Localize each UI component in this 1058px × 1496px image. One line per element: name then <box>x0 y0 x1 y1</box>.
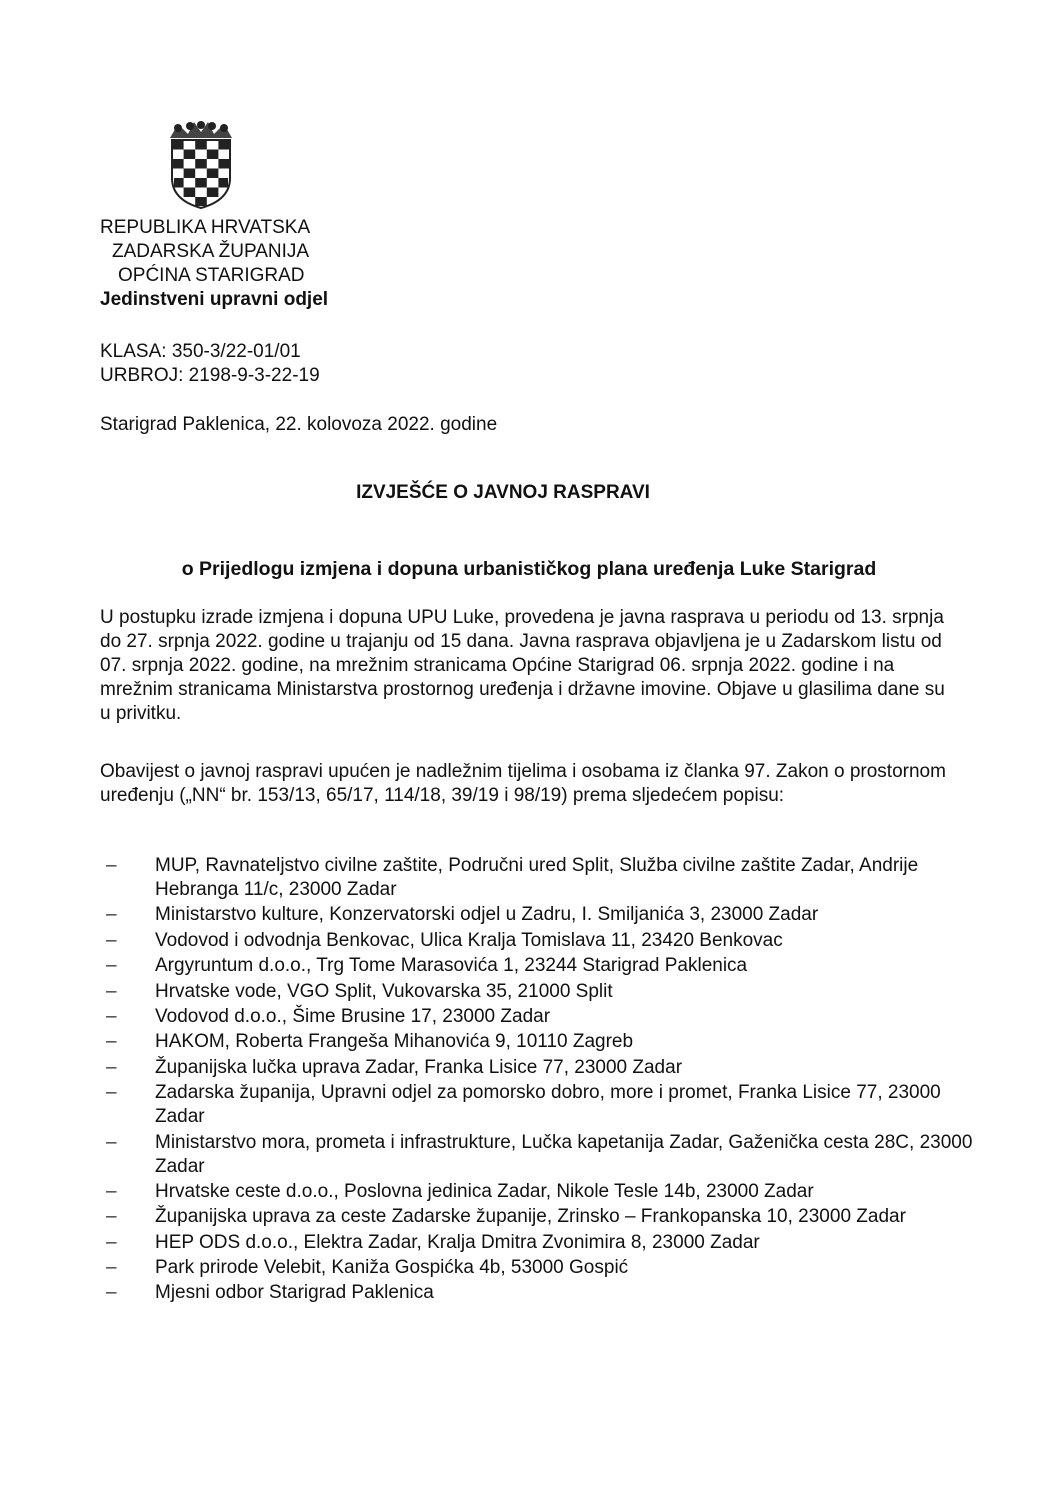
recipient-text: Mjesni odbor Starigrad Paklenica <box>155 1282 434 1304</box>
list-item <box>100 1131 980 1179</box>
list-dash: – <box>106 1031 117 1053</box>
list-item <box>100 1081 980 1129</box>
recipient-text: MUP, Ravnateljstvo civilne zaštite, Područni ured Split, Služba civilne zaštite Zadar, Andrije Hebranga 11/c, 23000 Zadar <box>155 855 919 900</box>
list-dash: – <box>106 1131 117 1153</box>
list-dash: – <box>106 1282 117 1304</box>
reference-block <box>100 340 320 388</box>
paragraph-procedure: U postupku izrade izmjena i dopuna UPU Luke, provedena je javna rasprava u periodu od 13. srpnja do 27. srpnja 2022. godine u trajanju od 15 dana. Javna rasprava objavljena je u Zadarskom listu od 07. srpnja 2022. godine, na mrežnim stranicama Općine Starigrad 06. srpnja 2022. godine i na mrežnim stranicama Ministarstva prostornog uređenja i državne imovine. Objave u glasilima dane su u privitku. <box>100 607 945 724</box>
recipient-text: Zadarska županija, Upravni odjel za pomorsko dobro, more i promet, Franka Lisice 77, 23000 Zadar <box>155 1082 941 1128</box>
list-dash: – <box>106 1231 117 1253</box>
issuer-country: REPUBLIKA HRVATSKA <box>100 217 311 238</box>
list-item <box>100 929 980 953</box>
coat-of-arms-icon <box>166 120 236 210</box>
recipient-text: Hrvatske vode, VGO Split, Vukovarska 35, 21000 Split <box>155 980 613 1002</box>
recipient-text: Županijska lučka uprava Zadar, Franka Lisice 77, 23000 Zadar <box>155 1056 683 1078</box>
list-dash: – <box>106 1056 117 1078</box>
list-dash: – <box>106 929 117 951</box>
list-item <box>100 954 980 978</box>
list-dash: – <box>106 1206 117 1228</box>
paragraph-notification: Obavijest o javnoj raspravi upućen je nadležnim tijelima i osobama iz članka 97. Zakon o prostornom uređenju („NN“ br. 153/13, 65/17, 114/18, 39/19 i 98/19) prema sljedećem popisu: <box>100 761 946 806</box>
list-dash: – <box>106 980 117 1002</box>
list-dash: – <box>106 1180 117 1202</box>
list-dash: – <box>106 1257 117 1279</box>
recipient-text: Vodovod i odvodnja Benkovac, Ulica Kralja Tomislava 11, 23420 Benkovac <box>155 929 783 951</box>
issuer-header <box>100 216 328 312</box>
list-item <box>100 854 980 902</box>
urbroj-number: URBROJ: 2198-9-3-22-19 <box>100 365 320 386</box>
recipient-text: Županijska uprava za ceste Zadarske županije, Zrinsko – Frankopanska 10, 23000 Zadar <box>155 1206 906 1228</box>
recipient-text: Hrvatske ceste d.o.o., Poslovna jedinica Zadar, Nikole Tesle 14b, 23000 Zadar <box>155 1180 814 1202</box>
recipient-list <box>100 854 980 1307</box>
list-item <box>100 1281 980 1305</box>
document-title-wrap <box>0 482 1058 504</box>
place-and-date: Starigrad Paklenica, 22. kolovoza 2022. godine <box>100 414 498 435</box>
list-item <box>100 1005 980 1029</box>
list-dash: – <box>106 904 117 926</box>
recipient-text: Vodovod d.o.o., Šime Brusine 17, 23000 Zadar <box>155 1005 551 1027</box>
list-item <box>100 1256 980 1280</box>
list-dash: – <box>106 855 117 876</box>
recipient-text: HEP ODS d.o.o., Elektra Zadar, Kralja Dmitra Zvonimira 8, 23000 Zadar <box>155 1231 760 1253</box>
list-dash: – <box>106 955 117 977</box>
recipient-text: Ministarstvo kulture, Konzervatorski odjel u Zadru, I. Smiljanića 3, 23000 Zadar <box>155 904 819 926</box>
issuer-county: ZADARSKA ŽUPANIJA <box>112 241 310 262</box>
list-item <box>100 1056 980 1080</box>
list-dash: – <box>106 1005 117 1027</box>
issuer-municipality: OPĆINA STARIGRAD <box>118 265 305 286</box>
recipient-text: HAKOM, Roberta Frangeša Mihanovića 9, 10110 Zagreb <box>155 1031 634 1053</box>
issuer-department: Jedinstveni upravni odjel <box>100 289 329 310</box>
list-item <box>100 980 980 1004</box>
document-title: IZVJEŠĆE O JAVNOJ RASPRAVI <box>356 482 650 503</box>
recipient-text: Park prirode Velebit, Kaniža Gospićka 4b, 53000 Gospić <box>155 1257 629 1279</box>
document-subtitle: o Prijedlogu izmjena i dopuna urbanističkog plana uređenja Luke Starigrad <box>181 558 877 580</box>
klasa-number: KLASA: 350-3/22-01/01 <box>100 341 301 362</box>
list-item <box>100 1030 980 1054</box>
list-item <box>100 1231 980 1255</box>
list-item <box>100 1180 980 1204</box>
list-item <box>100 903 980 927</box>
recipient-text: Argyruntum d.o.o., Trg Tome Marasovića 1, 23244 Starigrad Paklenica <box>155 955 748 977</box>
list-dash: – <box>106 1082 117 1104</box>
recipient-text: Ministarstvo mora, prometa i infrastrukture, Lučka kapetanija Zadar, Gaženička cesta 28C, 23000 Zadar <box>155 1131 973 1177</box>
list-item <box>100 1205 980 1229</box>
